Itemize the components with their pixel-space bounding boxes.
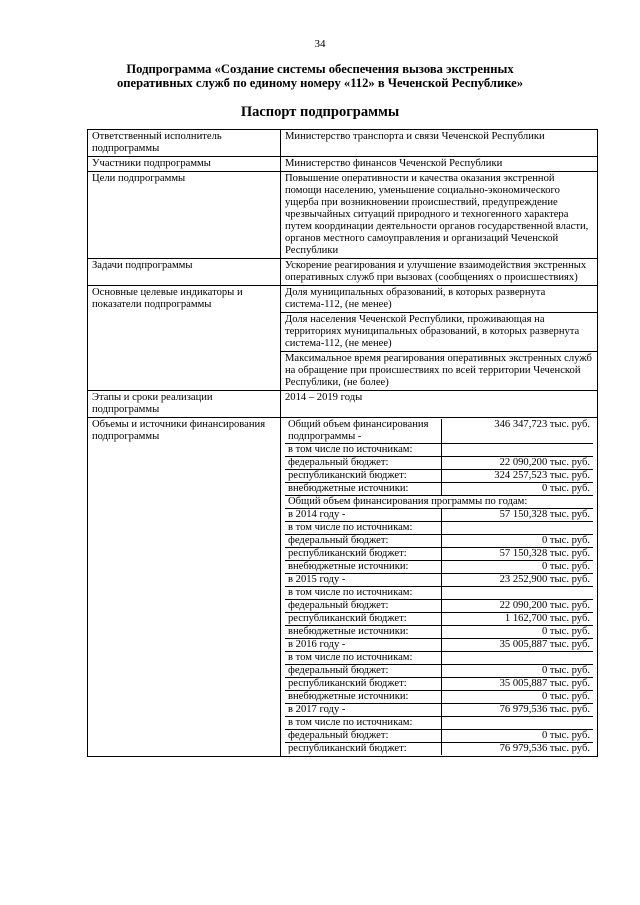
year-federal-label: федеральный бюджет: [285, 535, 442, 548]
passport-table [87, 129, 598, 757]
funding-extra-row [285, 483, 593, 496]
row-goals [88, 172, 598, 259]
year-republic-value: 1 162,700 тыс. руб. [442, 613, 594, 626]
passport-heading: Паспорт подпрограммы [240, 104, 400, 120]
year-federal-row [285, 535, 593, 548]
stages-label: Этапы и сроки реализации подпрограммы [88, 391, 281, 418]
year-extra-row [285, 561, 593, 574]
year-extra-label: внебюджетные источники: [285, 691, 442, 704]
funding-extra-value: 0 тыс. руб. [442, 483, 594, 496]
participants-label: Участники подпрограммы [88, 157, 281, 172]
year-federal-row [285, 600, 593, 613]
indicators-label: Основные целевые индикаторы и показатели подпрограммы [88, 286, 281, 391]
title-line-2: оперативных служб по единому номеру «112» в Чеченской Республике» [116, 76, 524, 90]
stages-value: 2014 – 2019 годы [281, 391, 598, 418]
funding-total-label: Общий объем финансирования подпрограммы - [285, 419, 442, 444]
year-total-row [285, 509, 593, 522]
year-federal-value: 0 тыс. руб. [442, 665, 594, 678]
funding-republic-label: республиканский бюджет: [285, 470, 442, 483]
funding-federal-value: 22 090,200 тыс. руб. [442, 457, 594, 470]
year-federal-row [285, 730, 593, 743]
year-extra-value: 0 тыс. руб. [442, 561, 594, 574]
tasks-value: Ускорение реагирования и улучшение взаимодействия экстренных оперативных служб при вызовах (сообщениях о происшествиях) [281, 259, 598, 286]
year-federal-label: федеральный бюджет: [285, 665, 442, 678]
year-federal-value: 0 тыс. руб. [442, 730, 594, 743]
year-label: в 2015 году - [285, 574, 442, 587]
year-federal-value: 22 090,200 тыс. руб. [442, 600, 594, 613]
year-incl-row [285, 522, 593, 535]
year-label: в 2016 году - [285, 639, 442, 652]
year-total-value: 76 979,536 тыс. руб. [442, 704, 594, 717]
funding-republic-row [285, 470, 593, 483]
year-federal-value: 0 тыс. руб. [442, 535, 594, 548]
funding-details [281, 418, 598, 757]
year-label: в 2014 году - [285, 509, 442, 522]
year-total-value: 57 150,328 тыс. руб. [442, 509, 594, 522]
row-stages [88, 391, 598, 418]
funding-extra-label: внебюджетные источники: [285, 483, 442, 496]
year-republic-label: республиканский бюджет: [285, 678, 442, 691]
row-indicators [88, 286, 598, 313]
year-extra-row [285, 691, 593, 704]
funding-total-row [285, 419, 593, 444]
funding-by-years-label: Общий объем финансирования программы по годам: [285, 496, 593, 509]
year-extra-row [285, 626, 593, 639]
funding-federal-row [285, 457, 593, 470]
year-republic-label: республиканский бюджет: [285, 548, 442, 561]
year-republic-label: республиканский бюджет: [285, 743, 442, 756]
year-extra-value: 0 тыс. руб. [442, 626, 594, 639]
tasks-label: Задачи подпрограммы [88, 259, 281, 286]
year-federal-label: федеральный бюджет: [285, 600, 442, 613]
year-republic-label: республиканский бюджет: [285, 613, 442, 626]
year-republic-row [285, 613, 593, 626]
year-total-row [285, 639, 593, 652]
year-total-value: 23 252,900 тыс. руб. [442, 574, 594, 587]
row-participants [88, 157, 598, 172]
year-republic-row [285, 678, 593, 691]
year-republic-row [285, 743, 593, 756]
funding-label: Объемы и источники финансирования подпрограммы [88, 418, 281, 757]
responsible-label: Ответственный исполнитель подпрограммы [88, 130, 281, 157]
year-incl-label: в том числе по источникам: [285, 717, 442, 730]
indicator-item: Доля муниципальных образований, в которых развернута система-112, (не менее) [281, 286, 598, 313]
year-federal-row [285, 665, 593, 678]
year-incl-row [285, 717, 593, 730]
year-incl-row [285, 587, 593, 600]
funding-federal-label: федеральный бюджет: [285, 457, 442, 470]
year-label: в 2017 году - [285, 704, 442, 717]
page-number: 34 [314, 38, 326, 50]
goals-value: Повышение оперативности и качества оказания экстренной помощи населению, уменьшение социально-экономического ущерба при возникновении происшествий, предупреждение чрезвычайных ситуаций природного и техногенного характера путем координации деятельности органов государственной власти, органов местного самоуправления и организаций Чеченской Республики [281, 172, 598, 259]
goals-label: Цели подпрограммы [88, 172, 281, 259]
year-incl-label: в том числе по источникам: [285, 652, 442, 665]
year-republic-value: 57 150,328 тыс. руб. [442, 548, 594, 561]
participants-value: Министерство финансов Чеченской Республики [281, 157, 598, 172]
year-incl-row [285, 652, 593, 665]
year-total-row [285, 574, 593, 587]
funding-incl-label: в том числе по источникам: [285, 444, 442, 457]
year-federal-label: федеральный бюджет: [285, 730, 442, 743]
title-line-1: Подпрограмма «Создание системы обеспечения вызова экстренных [126, 62, 514, 76]
year-extra-value: 0 тыс. руб. [442, 691, 594, 704]
year-extra-label: внебюджетные источники: [285, 626, 442, 639]
funding-republic-value: 324 257,523 тыс. руб. [442, 470, 594, 483]
year-republic-row [285, 548, 593, 561]
responsible-value: Министерство транспорта и связи Чеченской Республики [281, 130, 598, 157]
year-incl-label: в том числе по источникам: [285, 522, 442, 535]
funding-incl-row [285, 444, 593, 457]
indicator-item: Доля населения Чеченской Республики, проживающая на территориях муниципальных образований, в которых развернута система-112, (не менее) [281, 313, 598, 352]
document-title [40, 62, 600, 90]
funding-total-value: 346 347,723 тыс. руб. [442, 419, 594, 444]
year-republic-value: 76 979,536 тыс. руб. [442, 743, 594, 756]
row-funding [88, 418, 598, 757]
year-incl-label: в том числе по источникам: [285, 587, 442, 600]
year-total-value: 35 005,887 тыс. руб. [442, 639, 594, 652]
year-extra-label: внебюджетные источники: [285, 561, 442, 574]
funding-table [285, 419, 593, 755]
row-responsible [88, 130, 598, 157]
indicator-item: Максимальное время реагирования оперативных экстренных служб на обращение при происшествиях по всей территории Чеченской Республики, (не более) [281, 352, 598, 391]
year-total-row [285, 704, 593, 717]
row-tasks [88, 259, 598, 286]
funding-by-years-row [285, 496, 593, 509]
year-republic-value: 35 005,887 тыс. руб. [442, 678, 594, 691]
